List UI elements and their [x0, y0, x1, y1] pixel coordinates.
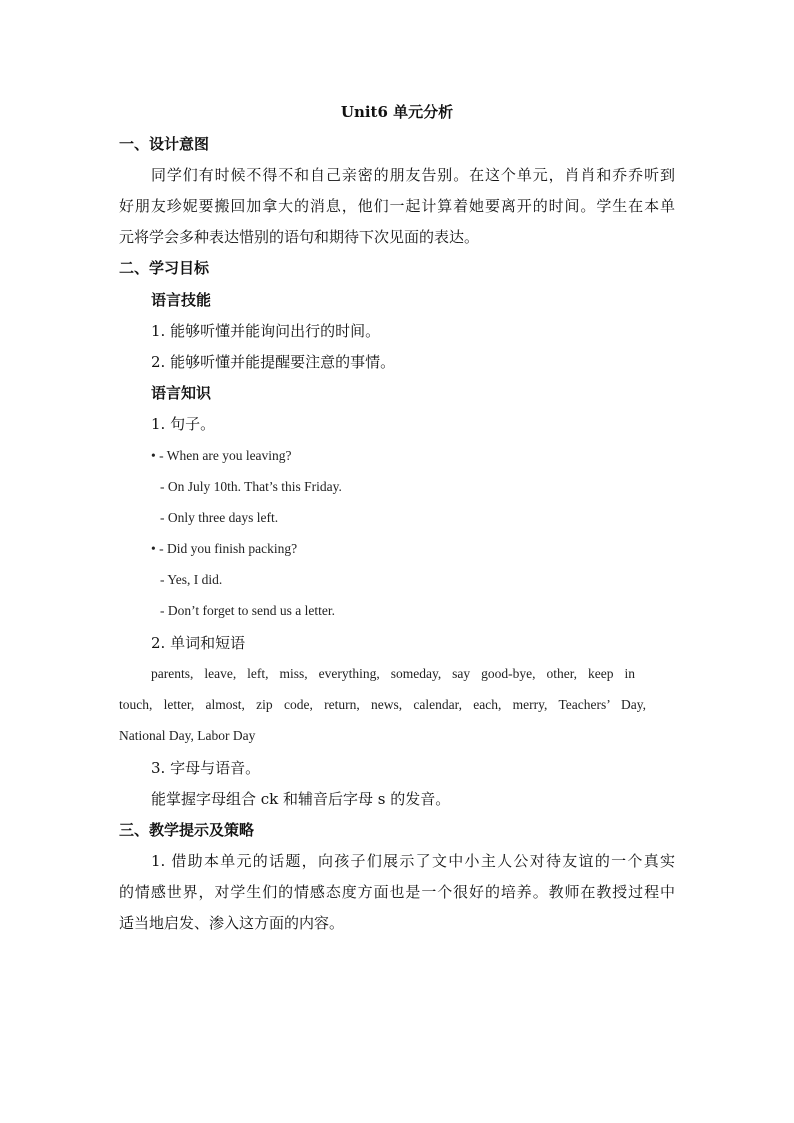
- paragraph-line: 同学们有时候不得不和自己亲密的朋友告别。在这个单元，肖肖和乔乔听到: [151, 166, 675, 184]
- list-item-phonics: 3. 字母与语音。: [151, 759, 261, 777]
- dialog-line: • - Did you finish packing?: [151, 541, 298, 556]
- document-title: Unit6 单元分析: [340, 103, 454, 121]
- phonics-text: 能掌握字母组合 ck 和辅音后字母 s 的发音。: [151, 790, 451, 808]
- list-item: 1. 能够听懂并能询问出行的时间。: [151, 322, 381, 340]
- word-list-line: parents, leave, left, miss, everything, someday, say good-bye, other, keep in: [151, 666, 635, 681]
- section-heading-design-intent: 一、设计意图: [119, 135, 210, 153]
- list-item-sentences: 1. 句子。: [151, 415, 216, 433]
- dialog-line: - Don’t forget to send us a letter.: [160, 603, 335, 618]
- word-list-line: National Day, Labor Day: [119, 728, 256, 743]
- section-heading-learning-goals: 二、学习目标: [119, 259, 210, 277]
- subheading-language-skills: 语言技能: [151, 291, 212, 309]
- paragraph-line: 适当地启发、渗入这方面的内容。: [119, 914, 345, 932]
- paragraph-line: 好朋友珍妮要搬回加拿大的消息，他们一起计算着她要离开的时间。学生在本单: [119, 197, 675, 215]
- paragraph-line: 1. 借助本单元的话题，向孩子们展示了文中小主人公对待友谊的一个真实: [151, 852, 675, 870]
- list-item-words: 2. 单词和短语: [151, 634, 246, 652]
- subheading-language-knowledge: 语言知识: [151, 384, 212, 402]
- dialog-line: - Only three days left.: [160, 510, 279, 525]
- paragraph-line: 的情感世界，对学生们的情感态度方面也是一个很好的培养。教师在教授过程中: [119, 883, 675, 901]
- list-item: 2. 能够听懂并能提醒要注意的事情。: [151, 353, 396, 371]
- word-list-line: touch, letter, almost, zip code, return, news, calendar, each, merry, Teachers’ Day,: [119, 697, 646, 712]
- dialog-line: - Yes, I did.: [160, 572, 223, 587]
- dialog-line: • - When are you leaving?: [151, 448, 292, 463]
- dialog-line: - On July 10th. That’s this Friday.: [160, 479, 342, 494]
- section-heading-teaching-tips: 三、教学提示及策略: [119, 821, 255, 839]
- paragraph-line: 元将学会多种表达惜别的语句和期待下次见面的表达。: [119, 228, 480, 246]
